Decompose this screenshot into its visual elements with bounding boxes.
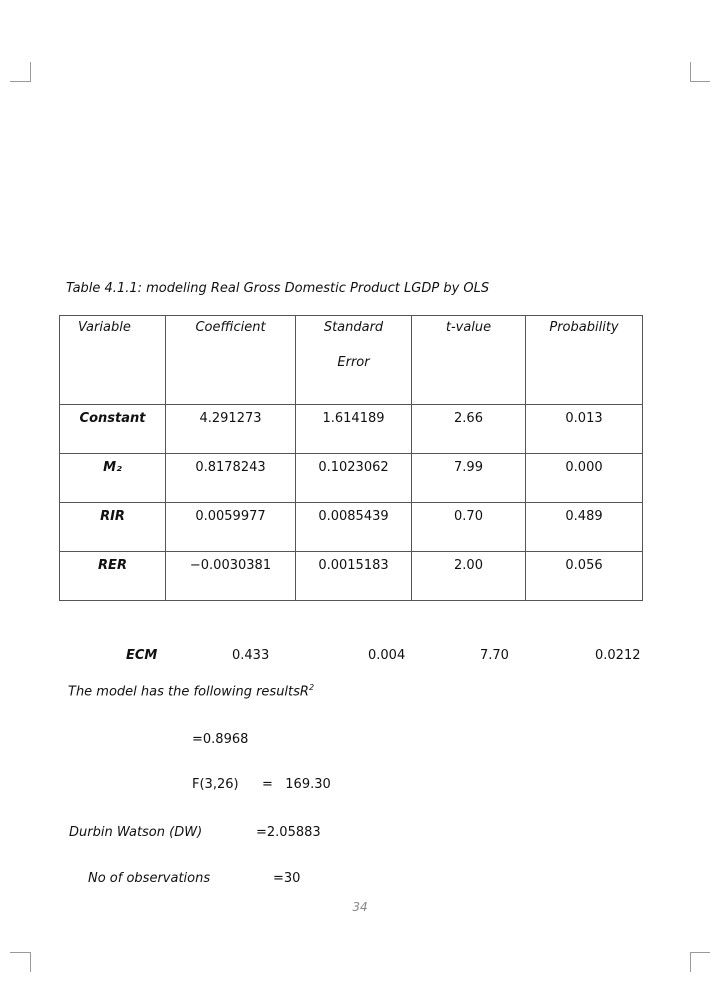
observations-value: =30 xyxy=(273,871,301,886)
observations-label: No of observations xyxy=(88,871,211,886)
crop-mark-bottom-left xyxy=(30,952,31,972)
cell-variable: M₂ xyxy=(60,454,166,503)
crop-mark-bottom-left xyxy=(10,952,30,953)
header-probability: Probability xyxy=(526,316,643,405)
table-row xyxy=(60,405,643,454)
crop-mark-top-right xyxy=(690,81,710,82)
cell-probability: 0.013 xyxy=(526,405,643,454)
header-error: Error xyxy=(337,355,370,370)
durbin-watson-value: =2.05883 xyxy=(256,825,321,840)
crop-mark-bottom-right xyxy=(690,952,691,972)
table-header-row xyxy=(60,316,643,405)
f-statistic-value: = 169.30 xyxy=(262,777,331,792)
cell-coefficient: −0.0030381 xyxy=(166,552,296,601)
cell-probability: 0.000 xyxy=(526,454,643,503)
cell-std-error: 0.0085439 xyxy=(296,503,412,552)
cell-std-error: 0.1023062 xyxy=(296,454,412,503)
f-statistic-label: F(3,26) xyxy=(192,777,239,792)
durbin-watson-label: Durbin Watson (DW) xyxy=(69,825,203,840)
cell-variable: Constant xyxy=(60,405,166,454)
ecm-variable: ECM xyxy=(126,648,158,663)
results-intro xyxy=(68,683,314,699)
cell-std-error: 1.614189 xyxy=(296,405,412,454)
header-standard-error xyxy=(296,316,412,405)
r-squared-value: =0.8968 xyxy=(192,732,249,747)
cell-probability: 0.056 xyxy=(526,552,643,601)
table-row xyxy=(60,503,643,552)
results-intro-superscript: 2 xyxy=(308,683,315,692)
cell-variable: RIR xyxy=(60,503,166,552)
cell-variable: RER xyxy=(60,552,166,601)
cell-std-error: 0.0015183 xyxy=(296,552,412,601)
crop-mark-bottom-right xyxy=(690,952,710,953)
cell-coefficient: 0.8178243 xyxy=(166,454,296,503)
ecm-std-error: 0.004 xyxy=(368,648,406,663)
header-t-value: t-value xyxy=(412,316,526,405)
cell-t-value: 2.00 xyxy=(412,552,526,601)
crop-mark-top-left xyxy=(30,62,31,82)
table-row xyxy=(60,454,643,503)
results-intro-text: The model has the following resultsR xyxy=(68,684,309,700)
cell-t-value: 2.66 xyxy=(412,405,526,454)
cell-coefficient: 4.291273 xyxy=(166,405,296,454)
header-standard: Standard xyxy=(323,320,384,335)
ecm-probability: 0.0212 xyxy=(595,648,641,663)
table-caption: Table 4.1.1: modeling Real Gross Domestic Product LGDP by OLS xyxy=(66,281,490,296)
cell-t-value: 0.70 xyxy=(412,503,526,552)
cell-probability: 0.489 xyxy=(526,503,643,552)
crop-mark-top-right xyxy=(690,62,691,82)
cell-t-value: 7.99 xyxy=(412,454,526,503)
regression-table xyxy=(59,315,643,601)
page-number: 34 xyxy=(352,900,368,914)
ecm-coefficient: 0.433 xyxy=(232,648,270,663)
header-coefficient: Coefficient xyxy=(166,316,296,405)
header-variable: Variable xyxy=(60,316,166,405)
crop-mark-top-left xyxy=(10,81,30,82)
table-row xyxy=(60,552,643,601)
ecm-t-value: 7.70 xyxy=(480,648,509,663)
cell-coefficient: 0.0059977 xyxy=(166,503,296,552)
